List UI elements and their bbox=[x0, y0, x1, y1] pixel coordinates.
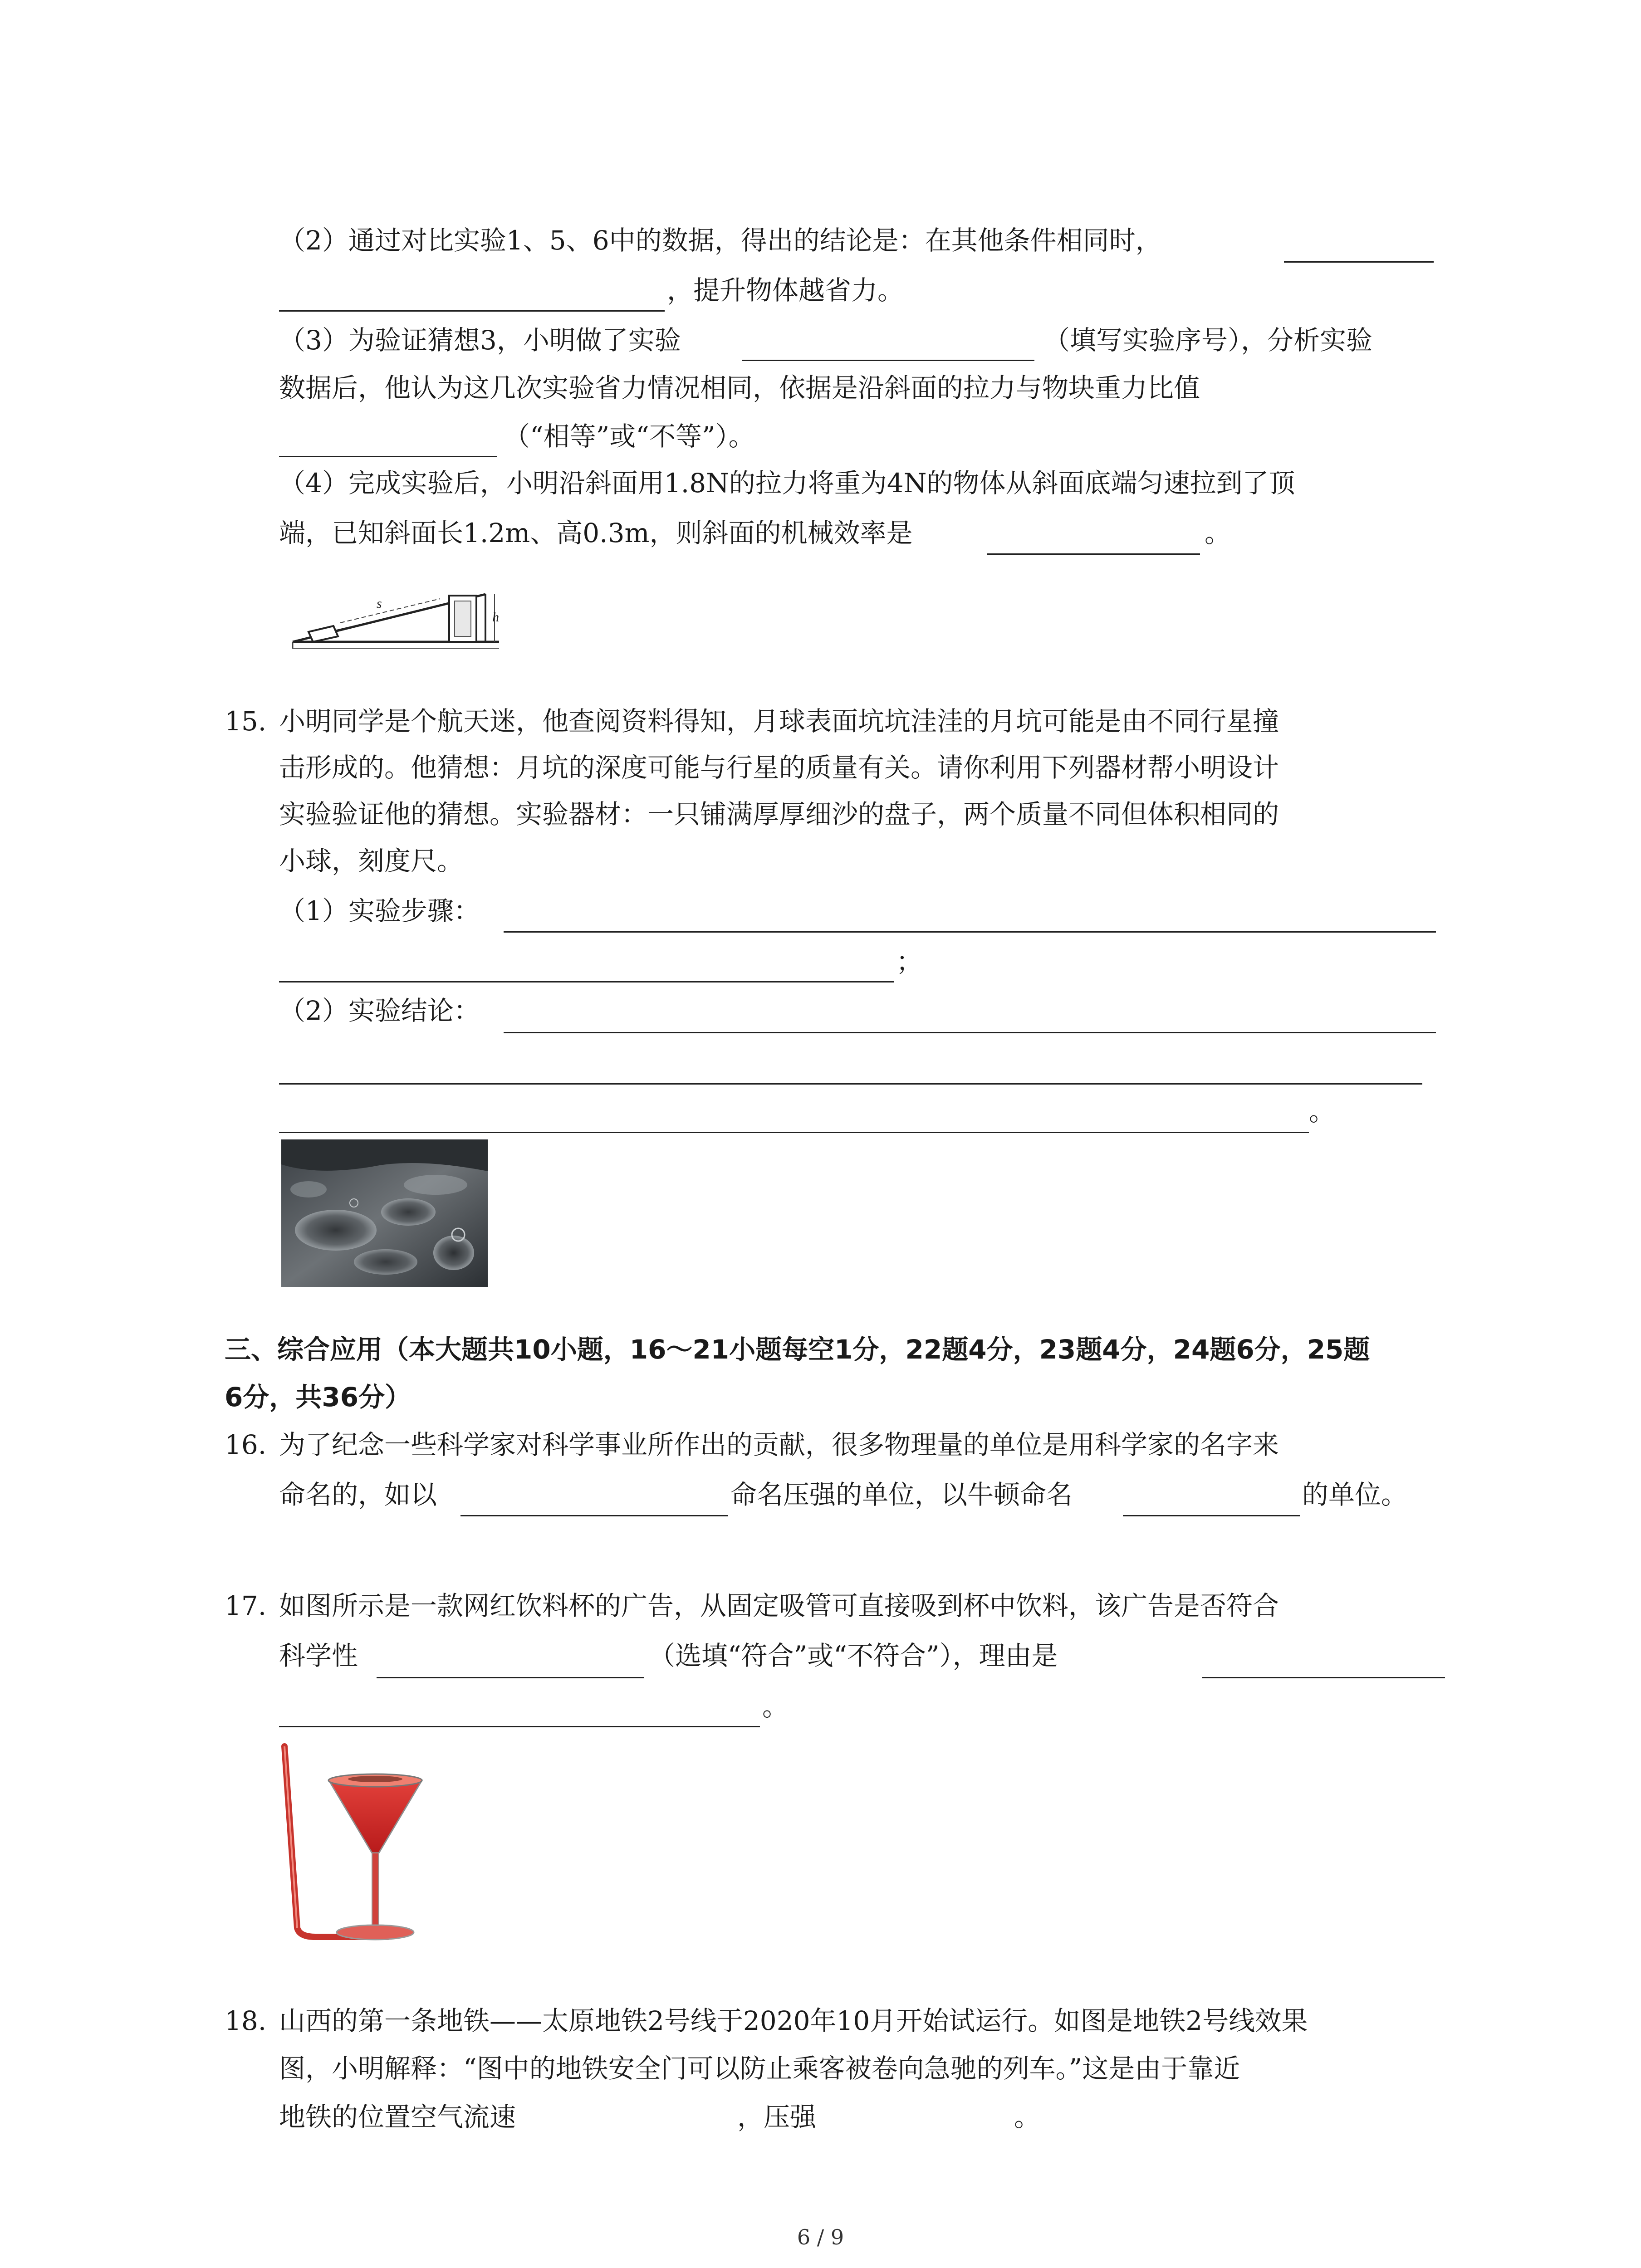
incline-figure bbox=[290, 574, 504, 649]
q16-number: 16. bbox=[225, 1429, 267, 1460]
q14-part3-blank1[interactable] bbox=[742, 360, 1034, 361]
q14-part4-line2: 端，已知斜面长1.2m、高0.3m，则斜面的机械效率是 bbox=[279, 518, 913, 548]
q16-blank2[interactable] bbox=[1123, 1515, 1300, 1516]
incline-h-label: h bbox=[492, 610, 499, 625]
q18-line2: 图，小明解释：“图中的地铁安全门可以防止乘客被卷向急驰的列车。”这是由于靠近 bbox=[279, 2053, 1240, 2084]
q18-line3-c: 。 bbox=[1014, 2102, 1041, 2132]
q14-part3-line1b: （填写实验序号），分析实验 bbox=[1043, 325, 1373, 356]
section3-title-line1: 三、综合应用（本大题共10小题，16～21小题每空1分，22题4分，23题4分，24题6分，25题 bbox=[225, 1334, 1370, 1365]
q14-part2-blank[interactable] bbox=[1284, 261, 1434, 263]
q15-conclusion-blank2[interactable] bbox=[279, 1083, 1422, 1085]
incline-s-label: s bbox=[377, 596, 382, 611]
q14-part3-line2: 数据后，他认为这几次实验省力情况相同，依据是沿斜面的拉力与物块重力比值 bbox=[279, 372, 1200, 403]
q17-line2-b: （选填“符合”或“不符合”），理由是 bbox=[649, 1640, 1058, 1671]
q18-line1: 山西的第一条地铁——太原地铁2号线于2020年10月开始试运行。如图是地铁2号线效果 bbox=[279, 2005, 1308, 2036]
q14-part3-line1: （3）为验证猜想3，小明做了实验 bbox=[279, 325, 681, 356]
q14-part4-blank[interactable] bbox=[987, 553, 1200, 555]
q15-conclusion-blank3[interactable] bbox=[279, 1132, 1309, 1133]
q14-part3-blank2[interactable] bbox=[279, 456, 497, 457]
section3-title-line2: 6分，共36分） bbox=[225, 1382, 411, 1413]
q18-line3-b: ，压强 bbox=[737, 2102, 817, 2132]
q17-blank2-cont[interactable] bbox=[279, 1726, 760, 1727]
q15-conclusion-blank1[interactable] bbox=[504, 1032, 1436, 1033]
q17-line1: 如图所示是一款网红饮料杯的广告，从固定吸管可直接吸到杯中饮料，该广告是否符合 bbox=[279, 1590, 1279, 1621]
q18-line3-a: 地铁的位置空气流速 bbox=[279, 2102, 516, 2132]
q16-line2-b: 命名压强的单位，以牛顿命名 bbox=[730, 1479, 1073, 1510]
q14-part2-blank-cont[interactable] bbox=[279, 310, 665, 312]
q17-line3-end: 。 bbox=[762, 1691, 789, 1722]
q17-line2-a: 科学性 bbox=[279, 1640, 358, 1671]
q17-number: 17. bbox=[225, 1590, 267, 1621]
q15-conclusion-label: （2）实验结论： bbox=[279, 995, 480, 1026]
q17-blank1[interactable] bbox=[377, 1677, 644, 1678]
q15-line2: 击形成的。他猜想：月坑的深度可能与行星的质量有关。请你利用下列器材帮小明设计 bbox=[279, 752, 1279, 783]
q15-line4: 小球，刻度尺。 bbox=[279, 846, 464, 876]
q17-blank2[interactable] bbox=[1202, 1677, 1445, 1678]
q15-steps-end: ； bbox=[896, 946, 923, 977]
q15-steps-label: （1）实验步骤： bbox=[279, 895, 480, 926]
q15-line3: 实验验证他的猜想。实验器材：一只铺满厚厚细沙的盘子，两个质量不同但体积相同的 bbox=[279, 799, 1279, 830]
page-number: 6 / 9 bbox=[797, 2225, 844, 2249]
q14-part2-line2: ，提升物体越省力。 bbox=[667, 275, 904, 306]
q14-part3-line3: （“相等”或“不等”）。 bbox=[504, 421, 755, 452]
drink-cup-figure bbox=[274, 1742, 429, 1941]
q16-line2-a: 命名的，如以 bbox=[279, 1479, 437, 1510]
q15-line1: 小明同学是个航天迷，他查阅资料得知，月球表面坑坑洼洼的月坑可能是由不同行星撞 bbox=[279, 706, 1279, 737]
moon-surface-image bbox=[281, 1139, 488, 1287]
q16-line1: 为了纪念一些科学家对科学事业所作出的贡献，很多物理量的单位是用科学家的名字来 bbox=[279, 1429, 1279, 1460]
q15-number: 15. bbox=[225, 706, 267, 737]
q14-part2-line1: （2）通过对比实验1、5、6中的数据，得出的结论是：在其他条件相同时， bbox=[279, 225, 1162, 256]
q15-steps-blank1[interactable] bbox=[504, 931, 1436, 933]
q15-steps-blank2[interactable] bbox=[279, 981, 894, 982]
q18-number: 18. bbox=[225, 2005, 267, 2036]
q15-conclusion-end: 。 bbox=[1309, 1096, 1336, 1127]
q14-part4-end: 。 bbox=[1205, 518, 1231, 548]
q16-blank1[interactable] bbox=[460, 1515, 728, 1516]
q16-line2-c: 的单位。 bbox=[1302, 1479, 1408, 1510]
q14-part4-line1: （4）完成实验后，小明沿斜面用1.8N的拉力将重为4N的物体从斜面底端匀速拉到了顶 bbox=[279, 468, 1295, 499]
